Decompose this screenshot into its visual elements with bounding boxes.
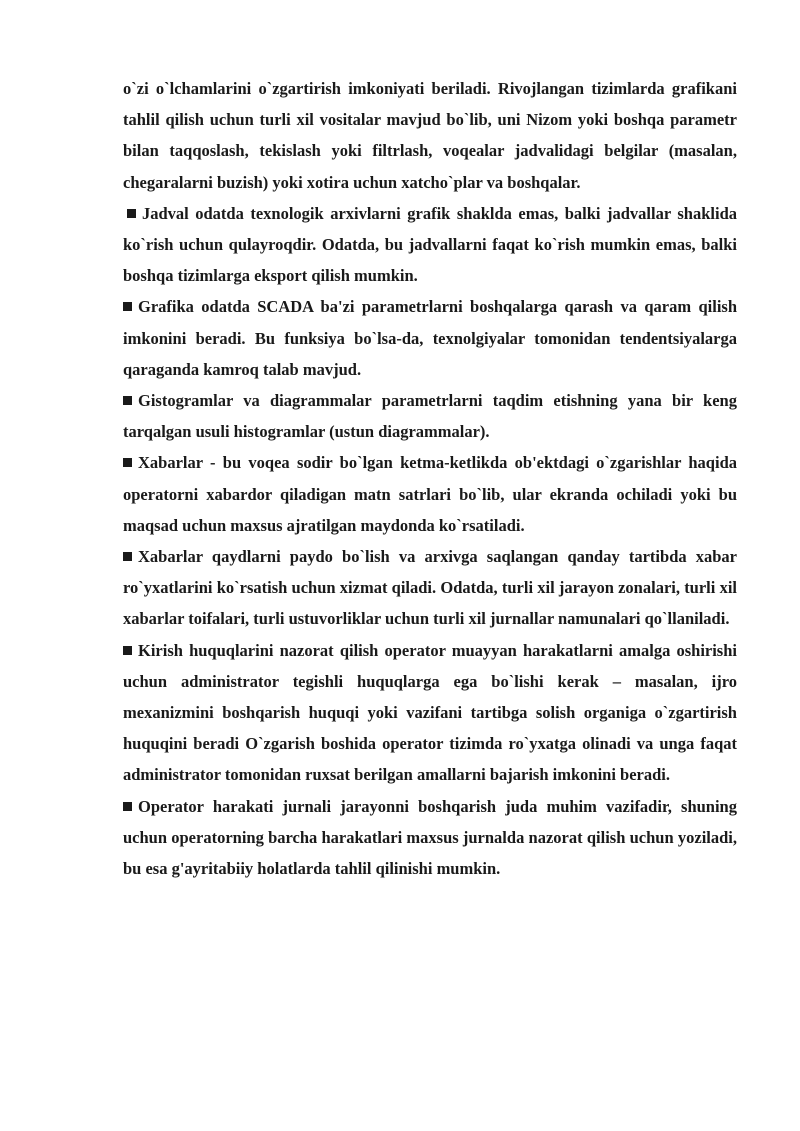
square-bullet-icon xyxy=(123,396,132,405)
square-bullet-icon xyxy=(123,302,132,311)
paragraph-text: Xabarlar - bu voqea sodir bo`lgan ketma-ketlikda ob'ektdagi o`zgarishlar haqida operatorni xabardor qiladigan matn satrlari bo`lib, ular ekranda ochiladi yoki bu maqsad uchun maxsus ajratilgan maydonda ko`rsatiladi. xyxy=(123,453,737,535)
bullet-paragraph-kirish-huquqlari xyxy=(123,635,737,791)
bullet-paragraph-xabarlar xyxy=(123,447,737,541)
paragraph-text: Gistogramlar va diagrammalar parametrlarni taqdim etishning yana bir keng tarqalgan usuli histogramlar (ustun diagrammalar). xyxy=(123,391,737,442)
paragraph-intro xyxy=(123,73,737,198)
bullet-paragraph-xabarlar-qaydlar xyxy=(123,541,737,635)
paragraph-text: o`zi o`lchamlarini o`zgartirish imkoniyati beriladi. Rivojlangan tizimlarda grafikani tahlil qilish uchun turli xil vositalar mavjud bo`lib, uni Nizom yoki boshqa parametr bilan taqqoslash, tekislash yoki filtrlash, voqealar jadvalidagi belgilar (masalan, chegaralarni buzish) yoki xotira uchun xatcho`plar va boshqalar. xyxy=(123,79,737,192)
paragraph-text: Kirish huquqlarini nazorat qilish operator muayyan harakatlarni amalga oshirishi uchun administrator tegishli huquqlarga ega bo`lishi kerak – masalan, ijro mexanizmini boshqarish huquqi yoki vazifani tartibga solish organiga o`zgartirish huquqini beradi O`zgarish boshida operator tizimda ro`yxatga olinadi va unga faqat administrator tomonidan ruxsat berilgan amallarni bajarish imkonini beradi. xyxy=(123,640,737,785)
bullet-paragraph-jadval xyxy=(123,198,737,292)
paragraph-text: Grafika odatda SCADA ba'zi parametrlarni boshqalarga qarash va qaram qilish imkonini beradi. Bu funksiya bo`lsa-da, texnolgiyalar tomonidan tendentsiyalarga qaraganda kamroq talab mavjud. xyxy=(123,297,737,379)
bullet-paragraph-operator-jurnali xyxy=(123,791,737,885)
paragraph-text: Xabarlar qaydlarni paydo bo`lish va arxivga saqlangan qanday tartibda xabar ro`yxatlarini ko`rsatish uchun xizmat qiladi. Odatda, turli xil jarayon zonalari, turli xil xabarlar toifalari, turli ustuvorliklar uchun turli xil jurnallar namunalari qo`llaniladi. xyxy=(123,547,737,629)
paragraph-text: Operator harakati jurnali jarayonni boshqarish juda muhim vazifadir, shuning uchun operatorning barcha harakatlari maxsus jurnalda nazorat qilish uchun yoziladi, bu esa g'ayritabiiy holatlarda tahlil qilinishi mumkin. xyxy=(123,796,737,879)
paragraph-text: Jadval odatda texnologik arxivlarni grafik shaklda emas, balki jadvallar shaklida ko`rish uchun qulayroqdir. Odatda, bu jadvallarni faqat ko`rish mumkin emas, balki boshqa tizimlarga eksport qilish mumkin. xyxy=(123,203,737,286)
bullet-paragraph-grafika xyxy=(123,291,737,385)
square-bullet-icon xyxy=(127,209,136,218)
document-page xyxy=(123,73,737,884)
square-bullet-icon xyxy=(123,646,132,655)
square-bullet-icon xyxy=(123,458,132,467)
square-bullet-icon xyxy=(123,552,132,561)
bullet-paragraph-gistogramlar xyxy=(123,385,737,447)
square-bullet-icon xyxy=(123,802,132,811)
